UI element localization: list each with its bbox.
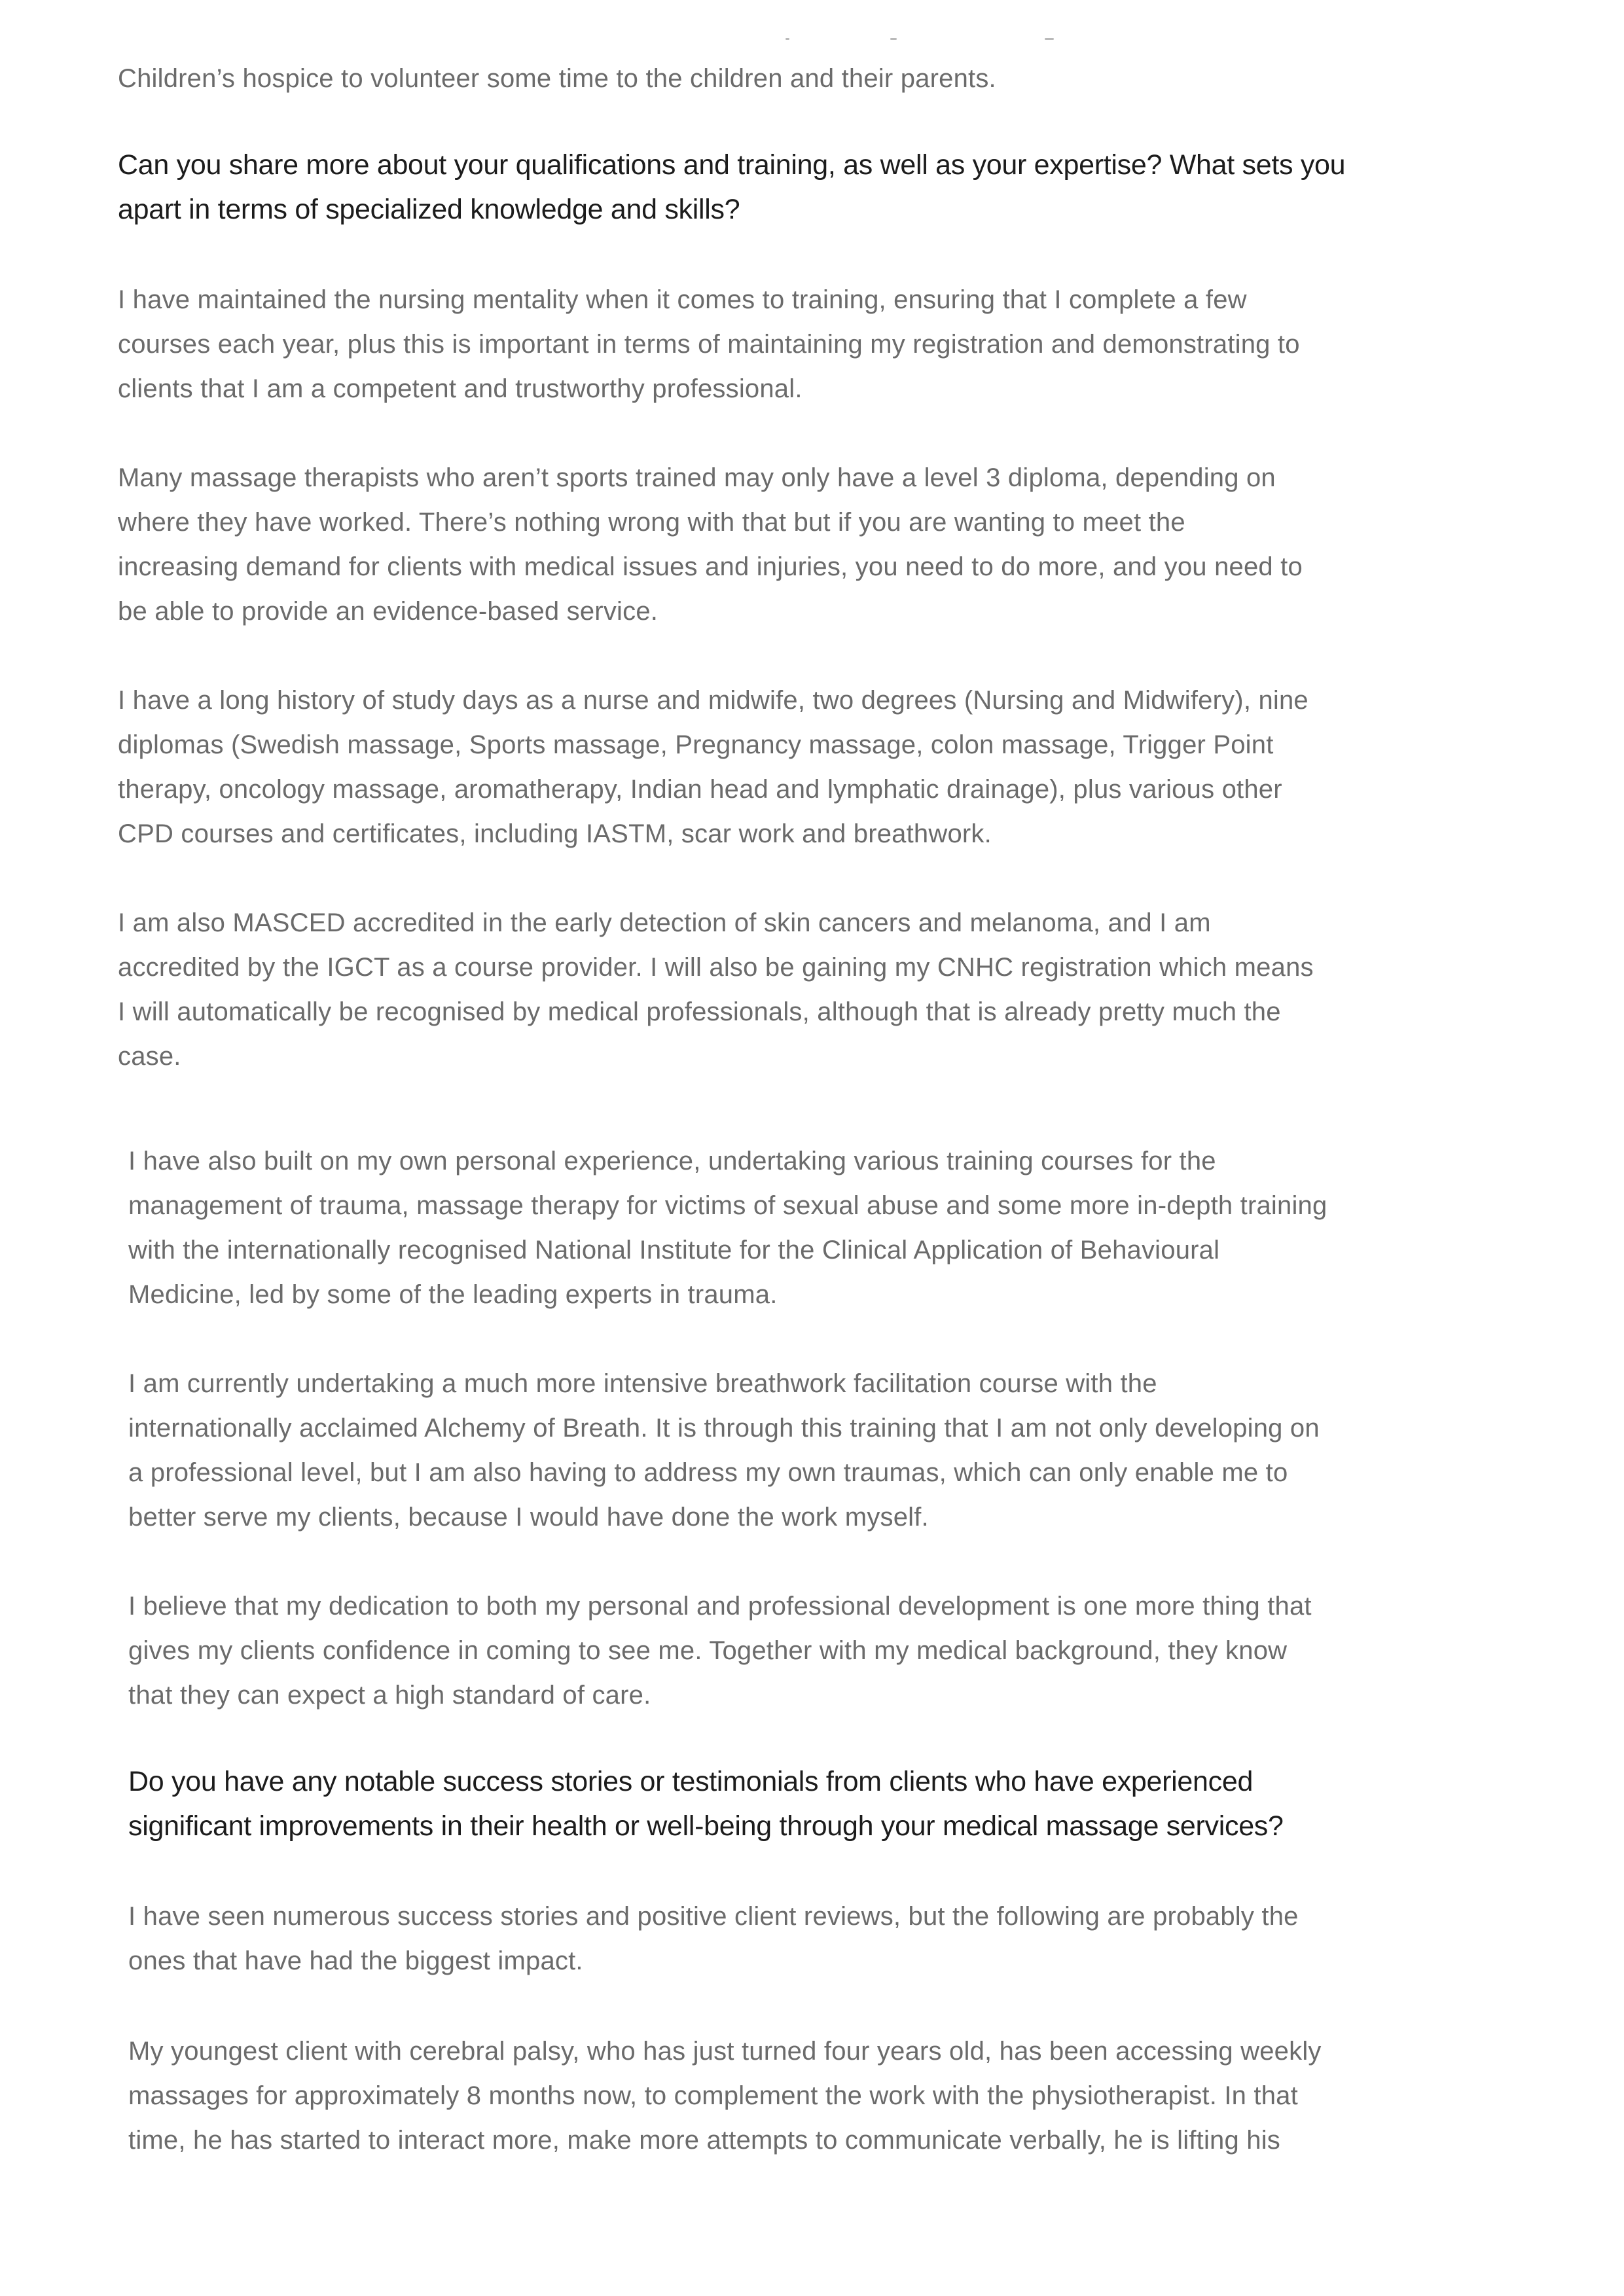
answer-paragraph: I believe that my dedication to both my personal and professional development is one more thing that gives my clients confidence in coming to see me. Together with my medical background, they know that they can expect a high standard of care.: [128, 1592, 1312, 1710]
answer-paragraph: I am currently undertaking a much more intensive breathwork facilitation course with the internationally acclaimed Alchemy of Breath. It is through this training that I am not only developing on a professional level, but I am also having to address my own traumas, which can only enable me to better serve my clients, because I would have done the work myself.: [128, 1369, 1320, 1532]
answer-paragraph: Many massage therapists who aren’t sports trained may only have a level 3 diploma, depending on where they have worked. There’s nothing wrong with that but if you are wanting to meet the increasing demand for clients with medical issues and injuries, you need to do more, and you need to be able to provide an evidence-based service.: [118, 463, 1303, 626]
answer-paragraph: I have a long history of study days as a nurse and midwife, two degrees (Nursing and Midwifery), nine diplomas (Swedish massage, Sports massage, Pregnancy massage, colon massage, Trigger Point therapy, oncology massage, aromatherapy, Indian head and lymphatic drainage), plus various other CPD courses and certificates, including IASTM, scar work and breathwork.: [118, 686, 1308, 848]
intro-paragraph: Children’s hospice to volunteer some time to the children and their parents.: [118, 64, 996, 93]
answer-paragraph: I have seen numerous success stories and positive client reviews, but the following are probably the ones that have had the biggest impact.: [128, 1902, 1299, 1975]
question-qualifications: Can you share more about your qualifications and training, as well as your expertise? What sets you apart in terms of specialized knowledge and skills?: [118, 149, 1346, 225]
question-success-stories: Do you have any notable success stories or testimonials from clients who have experienced significant improvements in their health or well-being through your medical massage services?: [128, 1766, 1284, 1842]
answer-paragraph: I have also built on my own personal experience, undertaking various training courses for the management of trauma, massage therapy for victims of sexual abuse and some more in-depth training with the internationally recognised National Institute for the Clinical Application of Behavioural Medicine, led by some of the leading experts in trauma.: [128, 1147, 1327, 1309]
answer-paragraph: I have maintained the nursing mentality when it comes to training, ensuring that I complete a few courses each year, plus this is important in terms of maintaining my registration and demonstrating to clients that I am a competent and trustworthy professional.: [118, 285, 1300, 403]
cropped-text-fragment: [785, 38, 1060, 42]
answer-paragraph: I am also MASCED accredited in the early detection of skin cancers and melanoma, and I am accredited by the IGCT as a course provider. I will also be gaining my CNHC registration which means I will automatically be recognised by medical professionals, although that is already pretty much the case.: [118, 908, 1314, 1071]
answer-paragraph: My youngest client with cerebral palsy, who has just turned four years old, has been accessing weekly massages for approximately 8 months now, to complement the work with the physiotherapist. In that time, he has started to interact more, make more attempts to communicate verbally, he is lifting his: [128, 2037, 1322, 2155]
